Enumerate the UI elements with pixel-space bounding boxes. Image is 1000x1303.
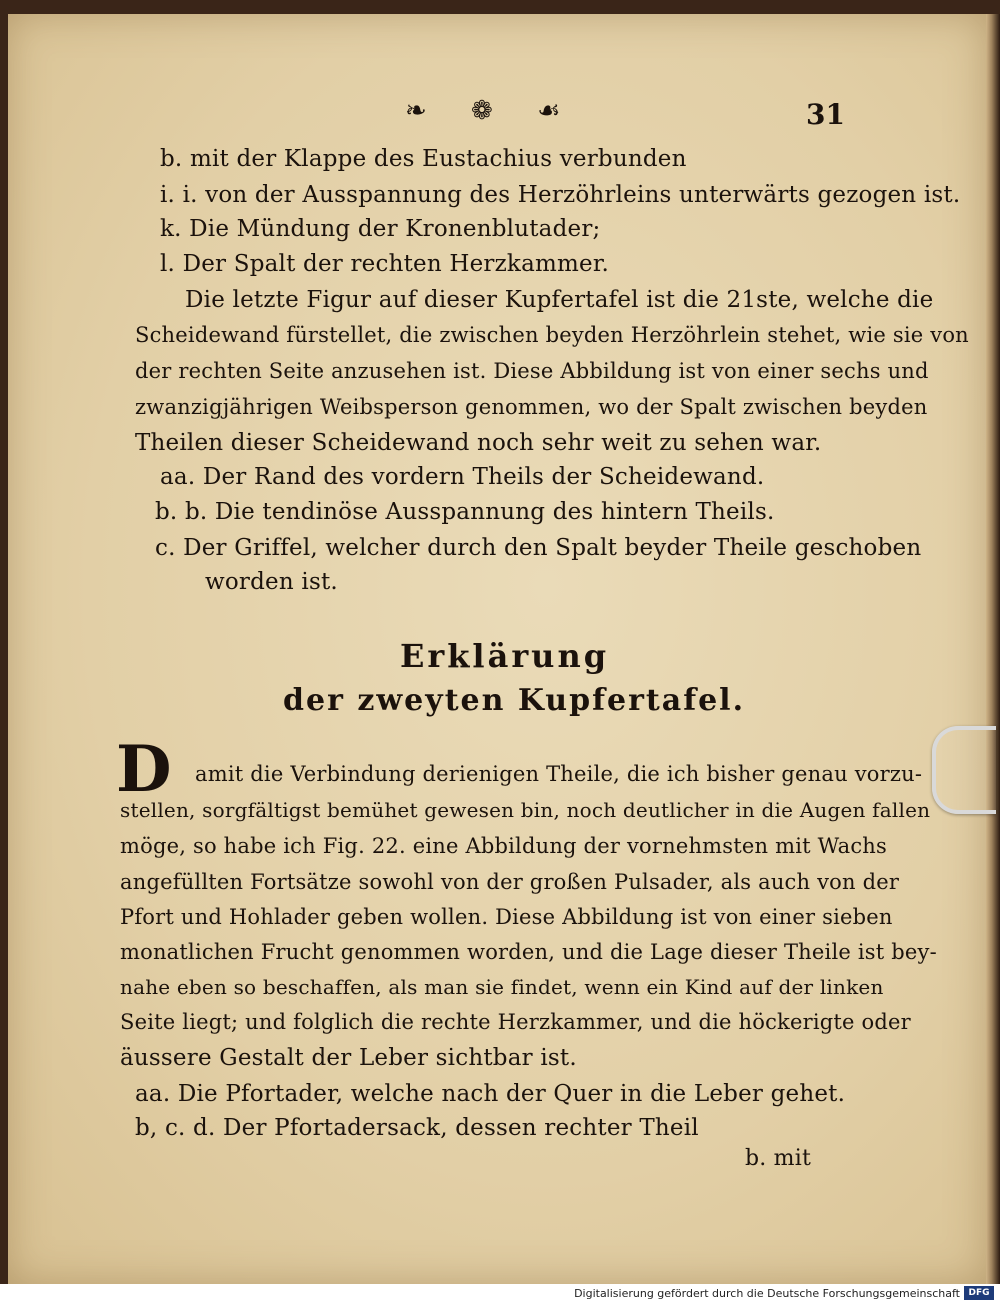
section-heading: Erklärung: [400, 637, 610, 675]
page-clip: [932, 726, 996, 814]
text-line: Die letzte Figur auf dieser Kupfertafel ist die 21ste, welche die: [185, 287, 934, 313]
drop-cap: D: [116, 732, 172, 807]
text-line: aa. Die Pfortader, welche nach der Quer in die Leber gehet.: [135, 1081, 846, 1107]
text-line: worden ist.: [205, 569, 338, 595]
text-line: aa. Der Rand des vordern Theils der Scheidewand.: [160, 464, 765, 490]
text-line: zwanzigjährigen Weibsperson genommen, wo der Spalt zwischen beyden: [135, 395, 928, 419]
page-number: 31: [806, 98, 845, 131]
catchword: b. mit: [745, 1146, 812, 1171]
page-edge: [986, 14, 1000, 1284]
text-line: l. Der Spalt der rechten Herzkammer.: [160, 251, 609, 277]
text-line: i. i. von der Ausspannung des Herzöhrleins unterwärts gezogen ist.: [160, 182, 961, 208]
text-line: Theilen dieser Scheidewand noch sehr weit zu sehen war.: [135, 430, 822, 456]
text-line: angefüllten Fortsätze sowohl von der großen Pulsader, als auch von der: [120, 870, 900, 894]
text-line: k. Die Mündung der Kronenblutader;: [160, 216, 601, 242]
footer-credit: Digitalisierung gefördert durch die Deutsche Forschungsgemeinschaft: [574, 1287, 960, 1300]
text-line: der rechten Seite anzusehen ist. Diese Abbildung ist von einer sechs und: [135, 359, 929, 383]
text-line: möge, so habe ich Fig. 22. eine Abbildung der vornehmsten mit Wachs: [120, 834, 888, 858]
text-line: b. mit der Klappe des Eustachius verbunden: [160, 146, 687, 172]
dfg-logo-icon: DFG: [964, 1286, 994, 1300]
text-line: äussere Gestalt der Leber sichtbar ist.: [120, 1045, 577, 1071]
text-line: Scheidewand fürstellet, die zwischen beyden Herzöhrlein stehet, wie sie von: [135, 323, 969, 347]
text-line: b, c. d. Der Pfortadersack, dessen rechter Theil: [135, 1115, 699, 1141]
text-line: stellen, sorgfältigst bemühet gewesen bin, noch deutlicher in die Augen fallen: [120, 798, 931, 822]
text-line: Seite liegt; und folglich die rechte Herzkammer, und die höckerigte oder: [120, 1010, 911, 1034]
text-line: nahe eben so beschaffen, als man sie findet, wenn ein Kind auf der linken: [120, 975, 884, 999]
section-subheading: der zweyten Kupfertafel.: [283, 683, 746, 718]
text-line: amit die Verbindung derienigen Theile, die ich bisher genau vorzu-: [195, 762, 923, 786]
text-line: b. b. Die tendinöse Ausspannung des hintern Theils.: [155, 499, 775, 525]
text-line: c. Der Griffel, welcher durch den Spalt beyder Theile geschoben: [155, 535, 922, 561]
header-ornament: ❧ ❁ ☙: [405, 96, 579, 126]
text-line: monatlichen Frucht genommen worden, und die Lage dieser Theile ist bey-: [120, 940, 937, 964]
text-line: Pfort und Hohlader geben wollen. Diese Abbildung ist von einer sieben: [120, 905, 893, 929]
